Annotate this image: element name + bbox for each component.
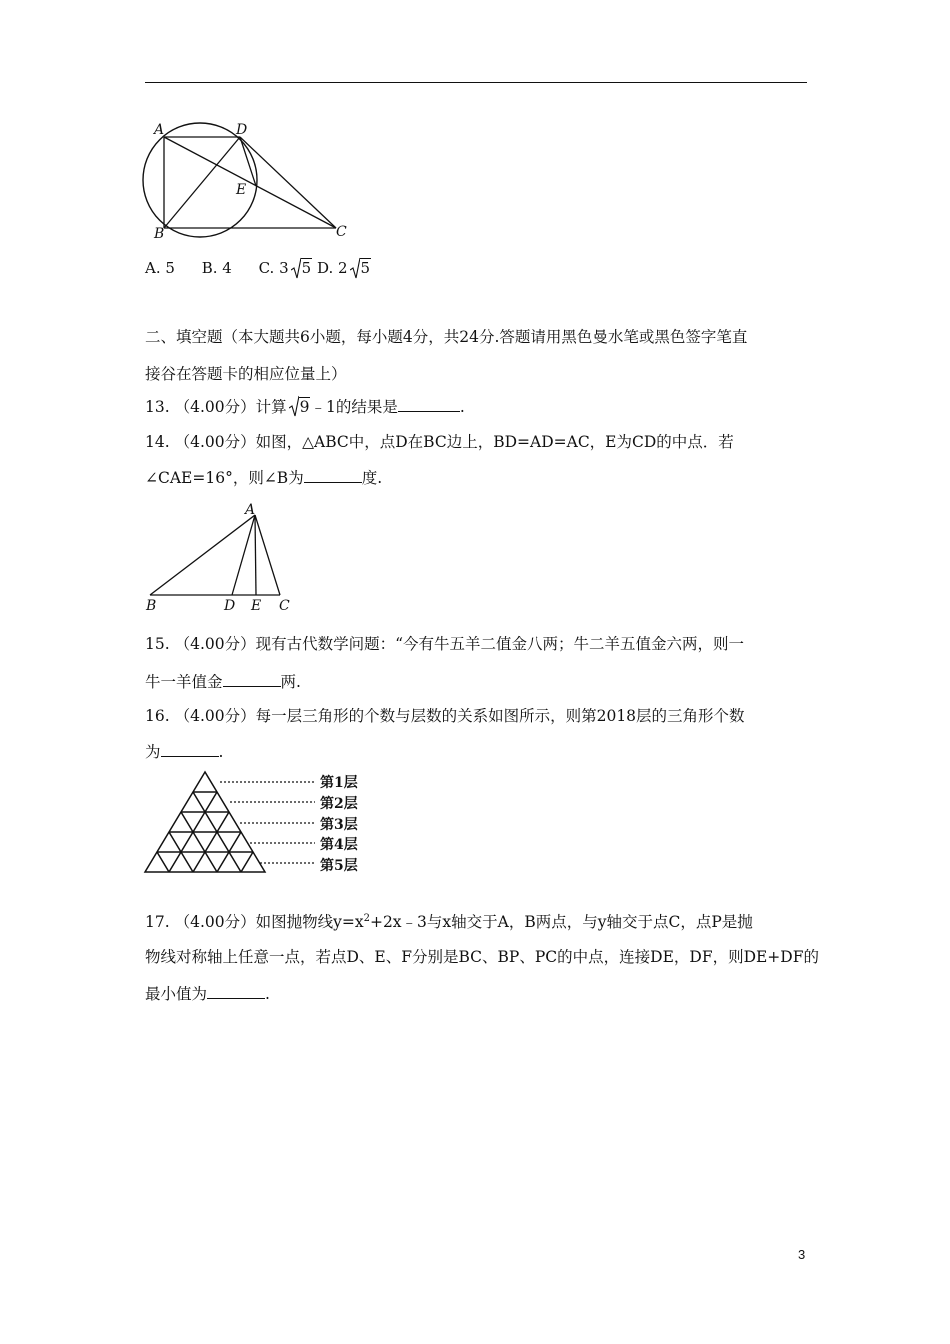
label-D: D <box>236 122 248 138</box>
option-b: B. 4 <box>201 259 232 277</box>
answer-blank <box>207 998 265 999</box>
label-B: B <box>154 226 165 242</box>
page-number: 3 <box>798 1247 806 1262</box>
layer-label-4: 第4层 <box>320 837 358 853</box>
question-17-line3: 最小值为 . <box>145 985 270 1003</box>
question-13: 13. （4.00分）计算 9﹣1的结果是 . <box>145 398 465 416</box>
label-D: D <box>224 598 236 614</box>
question-15-line2: 牛一羊值金 两. <box>145 673 301 691</box>
question-16-line1: 16. （4.00分）每一层三角形的个数与层数的关系如图所示，则第2018层的三角形个数 <box>145 707 745 725</box>
answer-blank <box>398 411 460 412</box>
layer-label-1: 第1层 <box>320 775 358 791</box>
question-16-line2: 为 . <box>145 743 224 761</box>
question-17-line1: 17. （4.00分）如图抛物线$y=x^2+2x﹣3$与x轴交于A，B两点，与y轴交于点C，点P是抛 <box>145 913 753 932</box>
layer-label-3: 第3层 <box>320 817 358 833</box>
layer-label-5: 第5层 <box>320 858 358 874</box>
layer-label-2: 第2层 <box>320 796 358 812</box>
question-17-line2: 物线对称轴上任意一点，若点D、E、F分别是BC、BP、PC的中点，连接DE，DF，则DE+DF的 <box>145 948 819 966</box>
option-c: C. 3 5 <box>258 259 312 277</box>
label-E: E <box>251 598 262 614</box>
question-14-line1: 14. （4.00分）如图，△ABC中，点D在BC边上，BD=AD=AC，E为CD的中点．若 <box>145 433 734 451</box>
label-A: A <box>154 122 165 138</box>
question-14-line2: ∠CAE=16°，则∠B为 度. <box>145 469 383 487</box>
label-B: B <box>146 598 157 614</box>
sqrt-symbol: 9 <box>289 397 311 417</box>
figure-circle-geometry <box>140 118 360 240</box>
header-rule <box>145 82 807 83</box>
question-15-line1: 15. （4.00分）现有古代数学问题：“今有牛五羊二值金八两；牛二羊五值金六两，则一 <box>145 635 745 653</box>
option-a: A. 5 <box>145 259 175 277</box>
answer-blank <box>161 756 219 757</box>
figure-triangle-abc <box>140 500 310 615</box>
section-2-heading-line2: 接谷在答题卡的相应位量上） <box>145 365 347 383</box>
label-A: A <box>245 502 256 518</box>
sqrt-symbol: 5 <box>350 259 372 277</box>
label-C: C <box>336 224 347 240</box>
sqrt-symbol: 5 <box>291 259 313 277</box>
answer-blank <box>223 686 281 687</box>
answer-blank <box>304 482 362 483</box>
option-d: D. 2 5 <box>316 259 371 277</box>
options-line <box>145 259 371 277</box>
label-C: C <box>279 598 290 614</box>
figure-layered-triangles <box>140 768 380 880</box>
section-2-heading-line1: 二、填空题（本大题共6小题，每小题4分，共24分.答题请用黑色曼水笔或黑色签字笔直 <box>145 328 748 346</box>
label-E: E <box>236 182 247 198</box>
